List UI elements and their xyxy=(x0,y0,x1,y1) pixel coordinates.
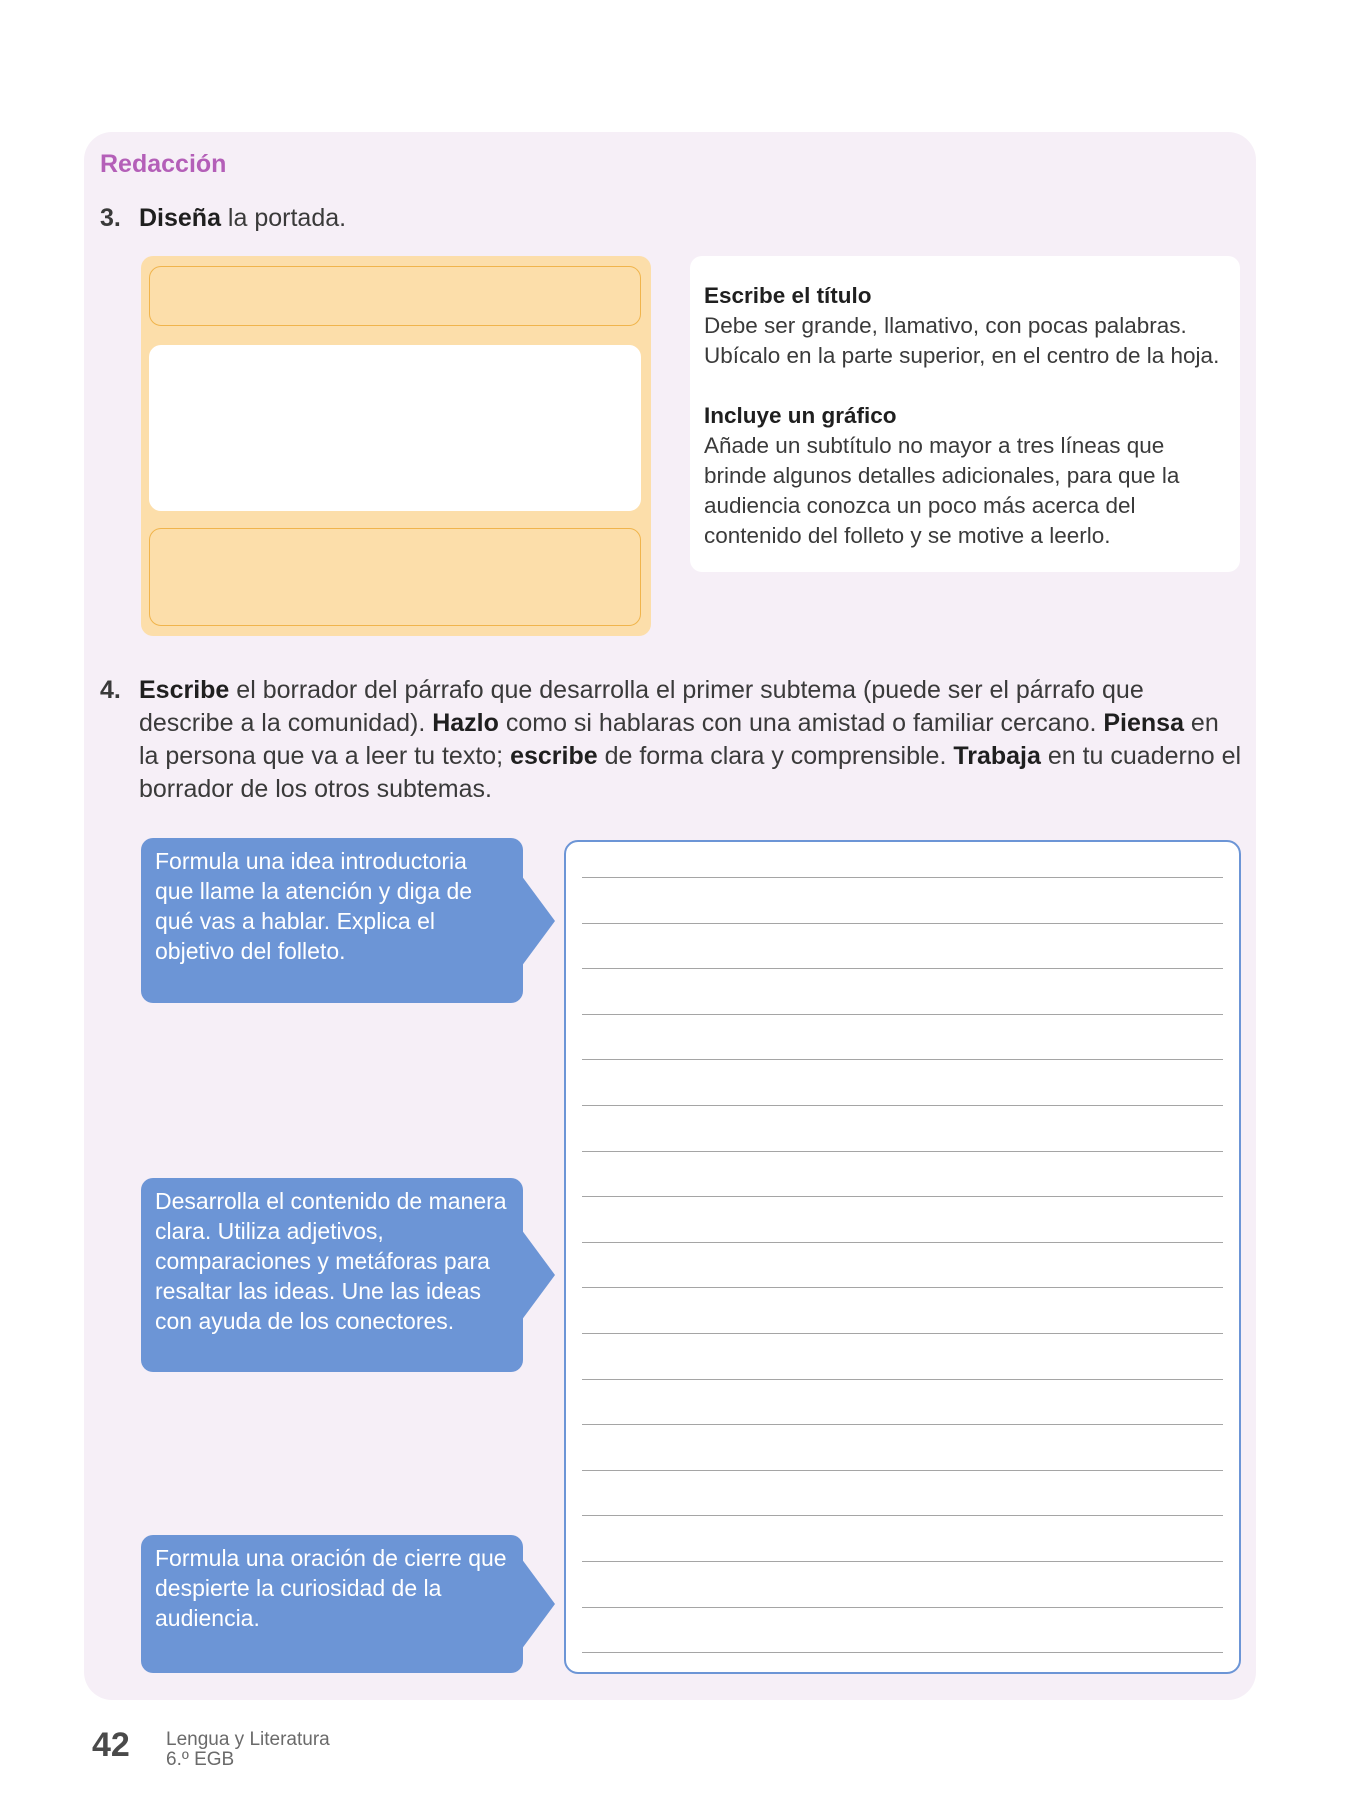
cover-instructions-card xyxy=(690,256,1240,572)
writing-line xyxy=(582,968,1223,969)
item-3-verb: Diseña xyxy=(139,204,221,232)
callout-development: Desarrolla el contenido de manera clara. Utiliza adjetivos, comparaciones y metáforas para resaltar las ideas. Une las ideas con ayuda de los conectores. xyxy=(141,1178,523,1372)
cover-title-box[interactable] xyxy=(149,266,641,326)
item-4-text: Escribe el borrador del párrafo que desarrolla el primer subtema (puede ser el párrafo que describe a la comunidad). Hazlo como si hablaras con una amistad o familiar cercano. Piensa en la persona que va a leer tu texto; escribe de forma clara y comprensible. Trabaja en tu cuaderno el borrador de los otros subtemas. xyxy=(139,676,1242,803)
writing-area[interactable] xyxy=(564,840,1241,1674)
instruction-heading-graphic: Incluye un gráfico xyxy=(704,403,897,428)
writing-line xyxy=(582,1607,1223,1608)
instruction-heading-title: Escribe el título xyxy=(704,283,872,308)
callout-closing: Formula una oración de cierre que despierte la curiosidad de la audiencia. xyxy=(141,1535,523,1673)
writing-line xyxy=(582,1470,1223,1471)
callout-arrow xyxy=(521,875,555,967)
section-title: Redacción xyxy=(100,150,227,178)
callout-arrow xyxy=(521,1558,555,1650)
item-4 xyxy=(100,674,1242,806)
writing-line xyxy=(582,1652,1223,1653)
writing-line xyxy=(582,1287,1223,1288)
writing-line xyxy=(582,1151,1223,1152)
item-3-number: 3. xyxy=(100,204,121,232)
footer-grade: 6.º EGB xyxy=(166,1749,235,1770)
writing-line xyxy=(582,1333,1223,1334)
writing-line xyxy=(582,1105,1223,1106)
writing-line xyxy=(582,1014,1223,1015)
instruction-text-graphic: Añade un subtítulo no mayor a tres líneas que brinde algunos detalles adicionales, para que la audiencia conozca un poco más acerca del contenido del folleto y se motive a leerlo. xyxy=(704,433,1180,548)
footer-subject xyxy=(166,1730,330,1770)
callout-introduction: Formula una idea introductoria que llame la atención y diga de qué vas a hablar. Explica el objetivo del folleto. xyxy=(141,838,523,1003)
writing-line xyxy=(582,1242,1223,1243)
writing-line xyxy=(582,1424,1223,1425)
item-4-number: 4. xyxy=(100,676,121,704)
cover-graphic-box[interactable] xyxy=(149,345,641,511)
writing-line xyxy=(582,1196,1223,1197)
cover-design-area xyxy=(141,256,651,636)
writing-line xyxy=(582,923,1223,924)
callout-arrow xyxy=(521,1229,555,1321)
page-number: 42 xyxy=(92,1726,130,1764)
instruction-text-title: Debe ser grande, llamativo, con pocas palabras. Ubícalo en la parte superior, en el centro de la hoja. xyxy=(704,313,1220,368)
item-3 xyxy=(100,202,346,235)
writing-line xyxy=(582,877,1223,878)
footer-subject-name: Lengua y Literatura xyxy=(166,1729,330,1750)
writing-line xyxy=(582,1379,1223,1380)
item-3-text: Diseña la portada. xyxy=(139,204,347,232)
writing-line xyxy=(582,1059,1223,1060)
writing-line xyxy=(582,1515,1223,1516)
cover-subtitle-box[interactable] xyxy=(149,528,641,626)
writing-line xyxy=(582,1561,1223,1562)
